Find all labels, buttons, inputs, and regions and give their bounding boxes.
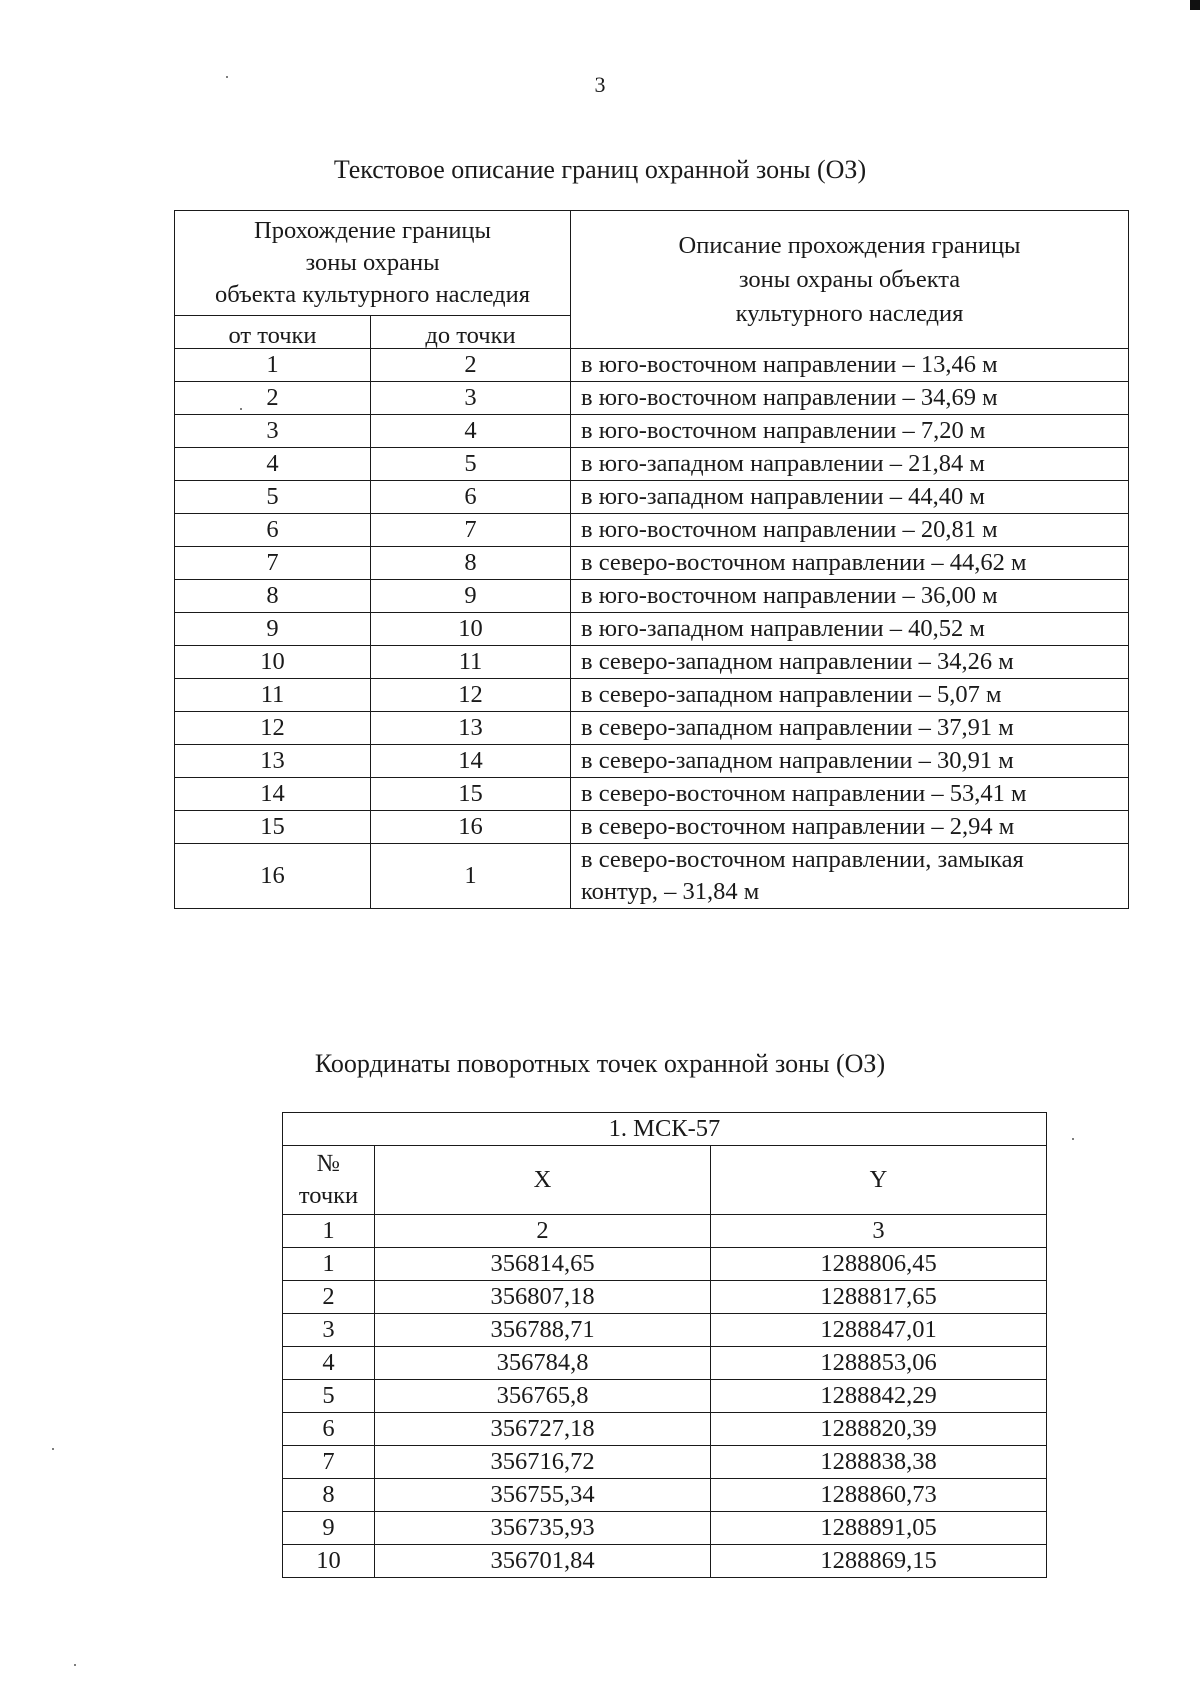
to-point-cell: 4 [371,415,571,448]
point-number-cell: 3 [283,1314,375,1347]
column-index-cell: 1 [283,1215,375,1248]
boundary-passage-header [175,211,571,316]
table-row [175,745,1129,778]
to-point-cell: 7 [371,514,571,547]
point-number-cell: 8 [283,1479,375,1512]
to-point-cell: 13 [371,712,571,745]
description-cell: в северо-восточном направлении – 53,41 м [571,778,1129,811]
y-coordinate-cell: 1288838,38 [711,1446,1047,1479]
table-row [175,514,1129,547]
description-line: контур, – 31,84 м [581,878,760,905]
point-number-cell: 4 [283,1347,375,1380]
from-point-cell: 11 [175,679,371,712]
from-point-cell: 7 [175,547,371,580]
description-cell: в северо-западном направлении – 5,07 м [571,679,1129,712]
header-line: зоны охраны [305,249,440,276]
table-row [283,1413,1047,1446]
description-cell: в юго-западном направлении – 44,40 м [571,481,1129,514]
boundary-description-title: Текстовое описание границ охранной зоны (ОЗ) [333,155,867,184]
description-cell: в юго-восточном направлении – 34,69 м [571,382,1129,415]
to-point-cell: 11 [371,646,571,679]
header-line: Описание прохождения границы [678,231,1021,259]
to-point-cell: 15 [371,778,571,811]
point-number-cell: 2 [283,1281,375,1314]
y-coordinate-cell: 1288817,65 [711,1281,1047,1314]
table-row [175,382,1129,415]
x-coordinate-cell: 356701,84 [375,1545,711,1578]
page-number: 3 [594,72,606,97]
from-point-cell: 3 [175,415,371,448]
x-coordinate-cell: 356735,93 [375,1512,711,1545]
description-cell: в северо-западном направлении – 34,26 м [571,646,1129,679]
table-row [175,415,1129,448]
from-point-cell: 12 [175,712,371,745]
y-coordinate-cell: 1288891,05 [711,1512,1047,1545]
column-index-row [283,1215,1047,1248]
point-number-cell: 9 [283,1512,375,1545]
y-coordinate-cell: 1288853,06 [711,1347,1047,1380]
to-point-cell: 3 [371,382,571,415]
from-point-cell: 10 [175,646,371,679]
table-row [175,844,1129,909]
table-row [175,349,1129,382]
scan-edge-mark [1190,0,1200,10]
table-row [283,1479,1047,1512]
from-point-cell: 4 [175,448,371,481]
from-point-cell: 9 [175,613,371,646]
description-header [571,211,1129,349]
to-point-cell: 10 [371,613,571,646]
point-number-cell: 5 [283,1380,375,1413]
to-point-cell: 8 [371,547,571,580]
to-point-cell: 12 [371,679,571,712]
x-coordinate-cell: 356727,18 [375,1413,711,1446]
point-label: точки [298,1182,359,1209]
from-point-cell: 8 [175,580,371,613]
table-row [283,1248,1047,1281]
description-cell: в юго-восточном направлении – 13,46 м [571,349,1129,382]
column-index-cell: 3 [711,1215,1047,1248]
header-line: зоны охраны объекта [738,265,961,293]
description-cell: в северо-западном направлении – 30,91 м [571,745,1129,778]
to-point-cell: 2 [371,349,571,382]
description-cell: в юго-западном направлении – 40,52 м [571,613,1129,646]
scan-speck [52,1448,54,1450]
table-row [175,679,1129,712]
description-line: в северо-восточном направлении, замыкая [581,846,1024,873]
table-row [175,646,1129,679]
table-row [175,613,1129,646]
point-number-header [283,1146,375,1215]
table-row [283,1281,1047,1314]
y-coordinate-cell: 1288806,45 [711,1248,1047,1281]
point-number-cell: 1 [283,1248,375,1281]
to-point-cell: 9 [371,580,571,613]
x-coordinate-cell: 356755,34 [375,1479,711,1512]
to-point-cell: 16 [371,811,571,844]
header-line: Прохождение границы [254,217,491,244]
table-row [283,1512,1047,1545]
from-point-cell: 2 [175,382,371,415]
from-point-header: от точки [175,316,371,349]
x-coordinate-cell: 356788,71 [375,1314,711,1347]
description-cell: в юго-восточном направлении – 36,00 м [571,580,1129,613]
table-row [175,712,1129,745]
description-cell [571,844,1129,909]
x-coordinate-cell: 356765,8 [375,1380,711,1413]
x-header: X [375,1146,711,1215]
from-point-cell: 6 [175,514,371,547]
column-index-cell: 2 [375,1215,711,1248]
from-point-cell: 14 [175,778,371,811]
y-coordinate-cell: 1288820,39 [711,1413,1047,1446]
y-coordinate-cell: 1288847,01 [711,1314,1047,1347]
number-sign: № [316,1150,341,1177]
scan-speck [1072,1138,1074,1140]
table-row [283,1446,1047,1479]
coordinate-system-header: 1. МСК-57 [283,1113,1047,1146]
description-cell: в северо-западном направлении – 37,91 м [571,712,1129,745]
table-row [283,1347,1047,1380]
point-number-cell: 7 [283,1446,375,1479]
table-row [283,1314,1047,1347]
table-row [175,481,1129,514]
coordinates-table [282,1112,1047,1578]
table-row [175,778,1129,811]
table-row [175,580,1129,613]
to-point-cell: 14 [371,745,571,778]
description-cell: в юго-восточном направлении – 7,20 м [571,415,1129,448]
description-cell: в северо-восточном направлении – 2,94 м [571,811,1129,844]
header-line: объекта культурного наследия [215,281,530,308]
description-cell: в юго-западном направлении – 21,84 м [571,448,1129,481]
y-header: Y [711,1146,1047,1215]
point-number-cell: 6 [283,1413,375,1446]
description-cell: в северо-восточном направлении – 44,62 м [571,547,1129,580]
y-coordinate-cell: 1288842,29 [711,1380,1047,1413]
from-point-cell: 1 [175,349,371,382]
to-point-header: до точки [371,316,571,349]
table-row [175,547,1129,580]
from-point-cell: 15 [175,811,371,844]
table-row [283,1380,1047,1413]
to-point-cell: 1 [371,844,571,909]
x-coordinate-cell: 356784,8 [375,1347,711,1380]
x-coordinate-cell: 356716,72 [375,1446,711,1479]
description-cell: в юго-восточном направлении – 20,81 м [571,514,1129,547]
x-coordinate-cell: 356807,18 [375,1281,711,1314]
header-line: культурного наследия [735,299,964,327]
y-coordinate-cell: 1288860,73 [711,1479,1047,1512]
table-row [283,1545,1047,1578]
from-point-cell: 16 [175,844,371,909]
table-row [175,448,1129,481]
from-point-cell: 13 [175,745,371,778]
x-coordinate-cell: 356814,65 [375,1248,711,1281]
to-point-cell: 5 [371,448,571,481]
to-point-cell: 6 [371,481,571,514]
point-number-cell: 10 [283,1545,375,1578]
table-row [175,811,1129,844]
from-point-cell: 5 [175,481,371,514]
y-coordinate-cell: 1288869,15 [711,1545,1047,1578]
scan-speck [226,76,228,78]
coordinates-title: Координаты поворотных точек охранной зоны (ОЗ) [314,1049,886,1078]
scan-speck [240,408,242,410]
boundary-description-table [174,210,1129,909]
scan-speck [74,1664,76,1666]
